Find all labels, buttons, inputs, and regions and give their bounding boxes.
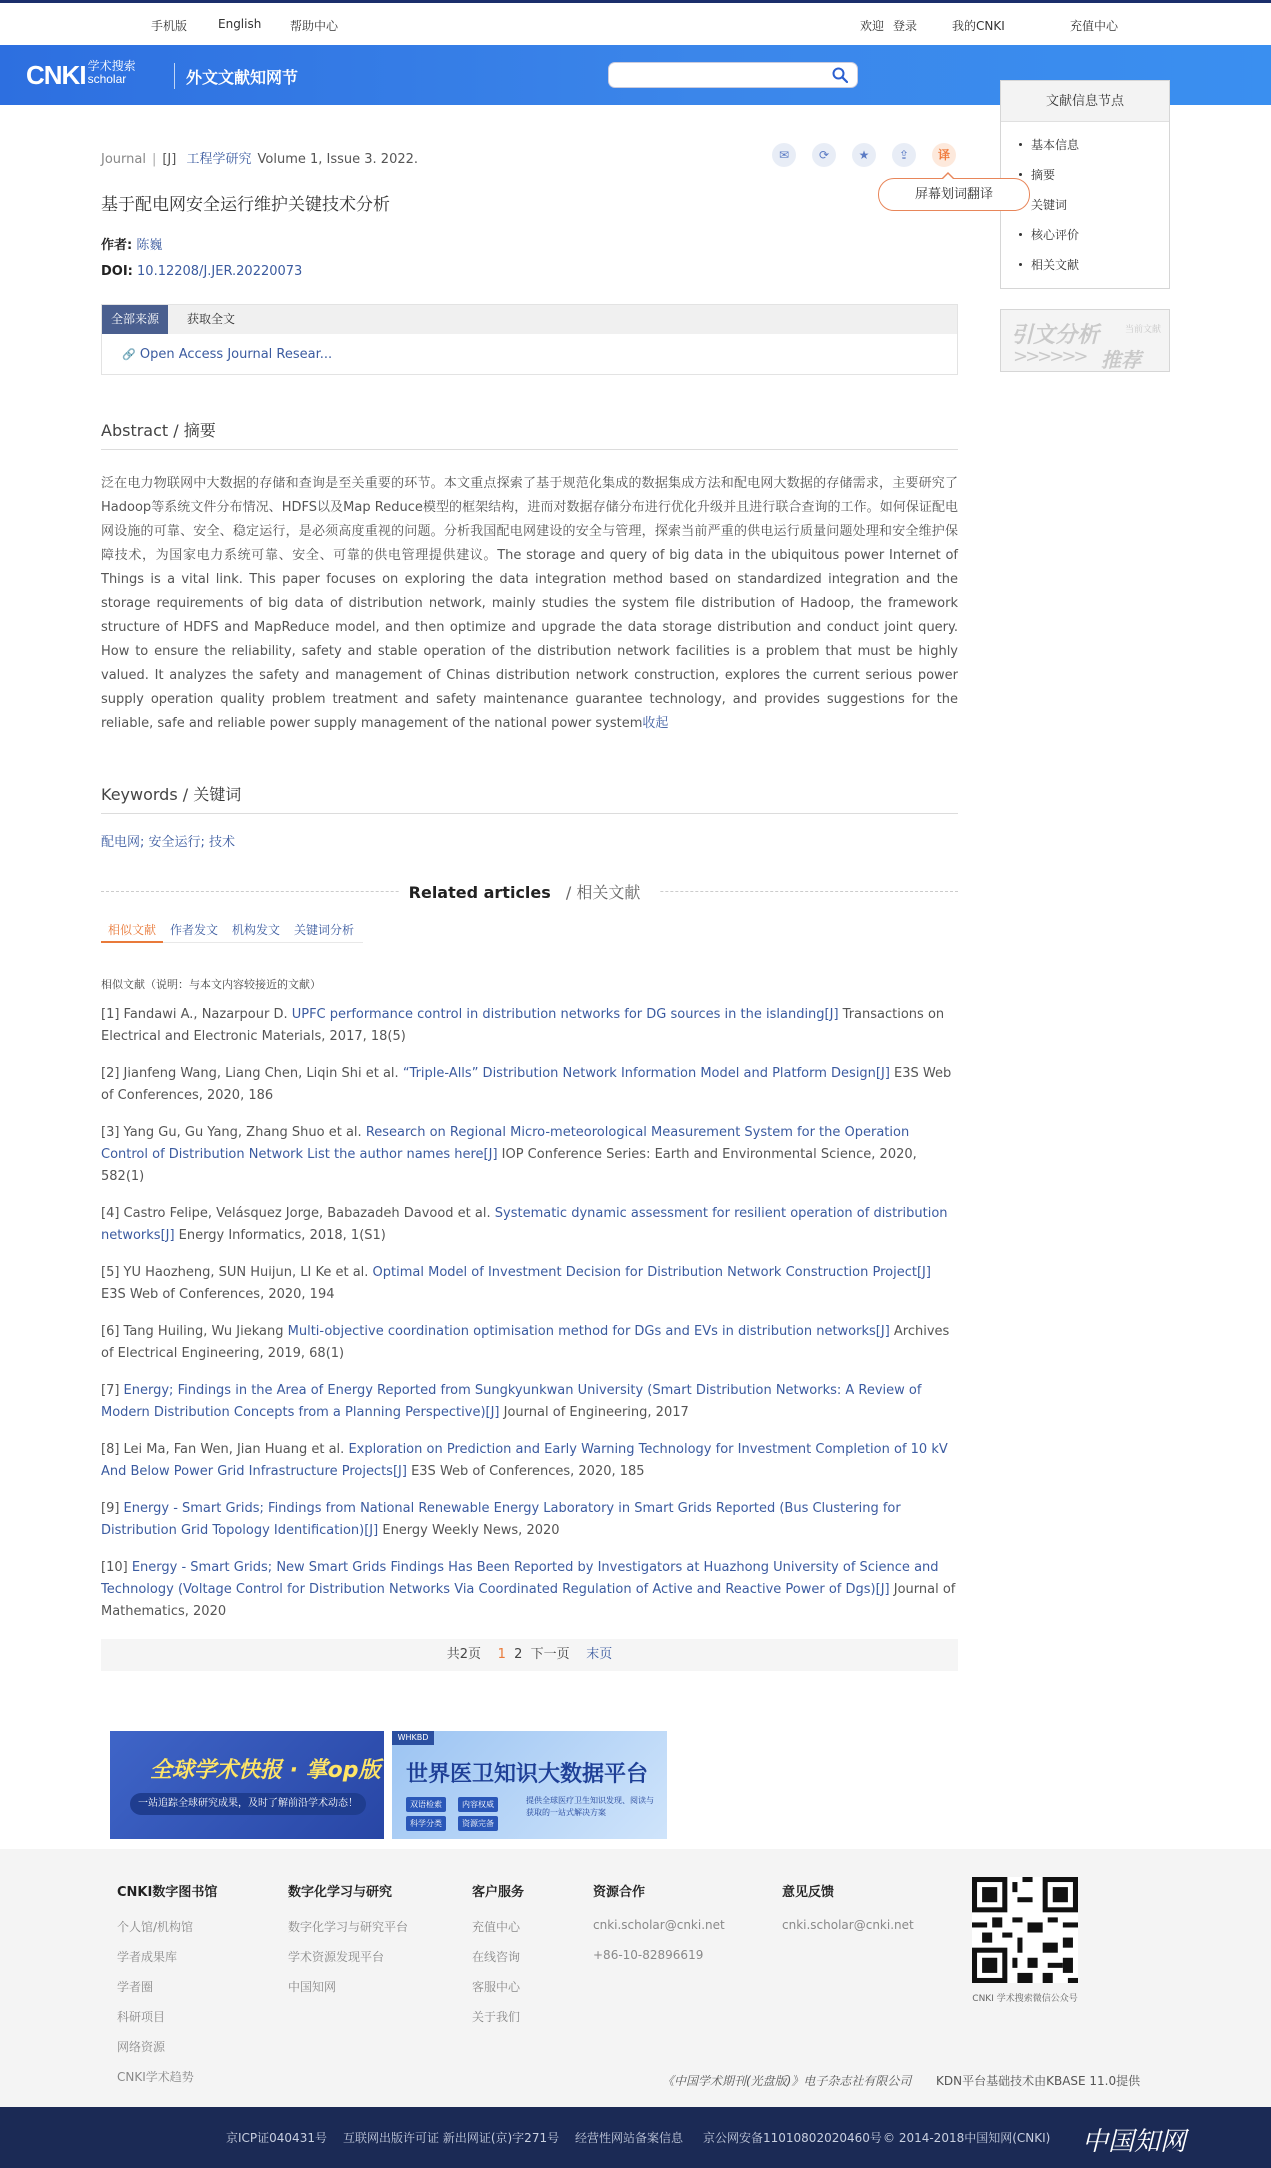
- footer-link[interactable]: 客服中心: [472, 1980, 521, 1994]
- list-item: [101, 1439, 958, 1498]
- ref-source: E3S Web of Conferences, 2020, 186: [101, 1066, 952, 1103]
- abstract-heading: [101, 418, 958, 450]
- translate-tooltip: 屏幕划词翻译: [878, 178, 1030, 211]
- page-total: 共2页: [446, 1647, 482, 1662]
- banner-title: 引文分析: [1011, 323, 1100, 348]
- ad1-title: 全球学术快报 · 掌op版: [150, 1758, 381, 1783]
- keywords-list[interactable]: 配电网; 安全运行; 技术: [101, 835, 236, 850]
- ref-authors: [8] Lei Ma, Fan Wen, Jian Huang et al.: [101, 1442, 349, 1457]
- footer-link[interactable]: 在线咨询: [472, 1950, 521, 1964]
- help-link[interactable]: 帮助中心: [290, 19, 339, 33]
- author-row: [101, 234, 162, 253]
- ad1-subtitle: 一站追踪全球研究成果，及时了解前沿学术动态！: [130, 1793, 366, 1815]
- list-item: [101, 1321, 958, 1380]
- abstract-body: 泛在电力物联网中大数据的存储和查询是至关重要的环节。本文重点探索了基于规范化集成的数据集成方法和配电网大数据的存储需求，主要研究了Hadoop等系统文件分布情况、HDFS以及Map Reduce模型的框架结构，进而对数据存储分布进行优化升级并且进行联合查询的工作。如何保证配电网设施的可靠、安全、稳定运行，是必须高度重视的问题。分析我国配电网建设的安全与管理，探索当前严重的供电运行质量问题处理和安全维护保障技术，为国家电力系统可靠、安全、可靠的供电管理提供建议。The storage and query of big data in the ubiquitous power Internet of Things is a vital link. This paper focuses on exploring the data integration method based on standardized integration and the storage requirements of big data of distribution network, mainly studies the system file distribution of Hadoop, the framework structure of HDFS and MapReduce model, and then optimize and upgrade the data storage distribution and conduct joint query. How to ensure the reliability, safety and stable operation of the distribution network facilities is a problem that must be highly valued. It analyzes the safety and management of Chinas distribution network construction, explores the current serious power supply operation quality problem treatment and safety maintenance guarantee technology, and provides suggestions for the reliable, safe and reliable power supply management of the national power system: [101, 476, 958, 731]
- ref-authors: [10]: [101, 1560, 132, 1575]
- author-label: 作者:: [101, 238, 133, 253]
- reference-list: [101, 1004, 958, 1638]
- ref-source: Energy Weekly News, 2020: [378, 1523, 560, 1538]
- ref-title-link[interactable]: Systematic dynamic assessment for resilient operation of distribution networks[J]: [101, 1206, 948, 1243]
- qr-caption: CNKI 学术搜索微信公众号: [972, 1994, 1078, 2004]
- favorite-icon[interactable]: ★: [852, 143, 876, 167]
- kdn-text: KDN平台基础技术由KBASE 11.0提供: [936, 2074, 1141, 2088]
- ref-title-link[interactable]: UPFC performance control in distribution networks for DG sources in the islanding[J]: [291, 1007, 839, 1022]
- ref-title-link[interactable]: Research on Regional Micro-meteorological Measurement System for the Operation Control of Distribution Network List the author names here[J]: [101, 1125, 910, 1162]
- cnki-brand-logo: 中国知网: [1082, 2127, 1187, 2157]
- ad2-desc: 提供全球医疗卫生知识发现、阅读与获取的一站式解决方案: [526, 1796, 654, 1817]
- ad2-pill: 科学分类: [406, 1816, 446, 1831]
- translate-icon[interactable]: 译: [932, 143, 956, 167]
- footer-col-library: [117, 1881, 217, 2098]
- keywords-heading: [101, 782, 958, 814]
- site-name: 外文文献知网节: [186, 68, 299, 87]
- top-nav-bar: [0, 0, 1271, 45]
- business-link[interactable]: 经营性网站备案信息: [575, 2131, 684, 2145]
- ref-title-link[interactable]: “Triple-Alls” Distribution Network Information Model and Platform Design[J]: [402, 1066, 890, 1081]
- similar-note: 相似文献（说明：与本文内容较接近的文献）: [101, 978, 321, 991]
- footer-link[interactable]: 学术资源发现平台: [288, 1950, 385, 1964]
- footer-link[interactable]: 关于我们: [472, 2010, 521, 2024]
- keywords-heading-en: Keywords /: [101, 785, 194, 804]
- ref-source: IOP Conference Series: Earth and Environmental Science, 2020, 582(1): [101, 1147, 917, 1184]
- legal-bar: [0, 2107, 1271, 2168]
- author-link[interactable]: 陈巍: [136, 238, 163, 253]
- pagination: [101, 1639, 958, 1671]
- search-icon[interactable]: [832, 67, 848, 83]
- ad2-title: 世界医卫知识大数据平台: [406, 1762, 649, 1787]
- footer-link[interactable]: 个人馆/机构馆: [117, 1920, 194, 1934]
- journal-link[interactable]: 工程学研究: [186, 152, 252, 167]
- list-item: [101, 1557, 958, 1638]
- banner-recommend: 推荐: [1101, 348, 1141, 372]
- mail-icon[interactable]: ✉: [772, 143, 796, 167]
- article-meta: [101, 148, 418, 167]
- nav-core-eval[interactable]: 核心评价: [1019, 226, 1169, 256]
- page-2[interactable]: 2: [514, 1647, 523, 1662]
- list-item: [101, 1380, 958, 1439]
- icp-link[interactable]: 京ICP证040431号: [226, 2131, 327, 2145]
- export-icon[interactable]: ⇪: [892, 143, 916, 167]
- tab-all-sources[interactable]: 全部来源: [102, 305, 168, 334]
- footer-link[interactable]: 学者圈: [117, 1980, 154, 1994]
- nav-basic-info[interactable]: 基本信息: [1019, 136, 1169, 166]
- ref-title-link[interactable]: Multi-objective coordination optimisation method for DGs and EVs in distribution networks[J]: [287, 1324, 890, 1339]
- tab-author-pubs[interactable]: 作者发文: [170, 923, 219, 937]
- my-cnki-link[interactable]: 我的CNKI: [952, 19, 1005, 33]
- tab-similar[interactable]: 相似文献: [108, 923, 157, 937]
- ref-authors: [2] Jianfeng Wang, Liang Chen, Liqin Shi et al.: [101, 1066, 403, 1081]
- footer-col-feedback: [782, 1881, 914, 1948]
- footer-phone: +86-10-82896619: [593, 1948, 704, 1962]
- ad2-tag: WHKBD: [392, 1731, 434, 1745]
- tab-get-fulltext[interactable]: 获取全文: [187, 312, 236, 326]
- login-link[interactable]: 登录: [893, 19, 918, 33]
- cnki-logo[interactable]: CNKI 学术搜索 scholar: [26, 59, 136, 90]
- list-item: [101, 1122, 958, 1203]
- ref-authors: [1] Fandawi A., Nazarpour D.: [101, 1007, 292, 1022]
- ref-source: Energy Informatics, 2018, 1(S1): [174, 1228, 386, 1243]
- footer-link[interactable]: CNKI学术趋势: [117, 2070, 194, 2084]
- open-access-link[interactable]: [122, 347, 332, 362]
- doc-tag: [J]: [162, 152, 177, 167]
- ref-authors: [7]: [101, 1383, 124, 1398]
- nav-related[interactable]: 相关文献: [1019, 256, 1169, 286]
- ref-source: Journal of Engineering, 2017: [499, 1405, 689, 1420]
- related-heading-zh: / 相关文献: [551, 883, 651, 902]
- footer-link[interactable]: 充值中心: [472, 1920, 521, 1934]
- footer-email[interactable]: cnki.scholar@cnki.net: [593, 1918, 725, 1932]
- footer-heading: 资源合作: [593, 1885, 646, 1900]
- last-page[interactable]: 末页: [586, 1647, 613, 1662]
- footer-heading: 数字化学习与研究: [288, 1885, 393, 1900]
- police-link[interactable]: 京公网安备11010802020460号: [703, 2131, 882, 2145]
- footer-heading: 客户服务: [472, 1885, 525, 1900]
- ref-source: E3S Web of Conferences, 2020, 194: [101, 1287, 335, 1302]
- footer-col-learning: [288, 1881, 408, 2008]
- link-icon: 🔗: [122, 348, 136, 361]
- ref-authors: [5] YU Haozheng, SUN Huijun, LI Ke et al.: [101, 1265, 373, 1280]
- ad2-pill: 资源完备: [458, 1816, 498, 1831]
- ref-authors: [6] Tang Huiling, Wu Jiekang: [101, 1324, 288, 1339]
- ref-title-link[interactable]: Energy - Smart Grids; Findings from National Renewable Energy Laboratory in Smart Grids Reported (Bus Clustering for Distribution Grid Topology Identification)[J]: [101, 1501, 901, 1538]
- license-link[interactable]: 互联网出版许可证 新出网证(京)字271号: [343, 2131, 560, 2145]
- active-tab-underline: [101, 941, 163, 943]
- publisher-text: 《中国学术期刊(光盘版)》电子杂志社有限公司: [662, 2074, 912, 2088]
- list-item: [101, 1203, 958, 1262]
- page-1[interactable]: 1: [497, 1647, 506, 1662]
- ref-source: Archives of Electrical Engineering, 2019, 68(1): [101, 1324, 950, 1361]
- footer-link[interactable]: 学者成果库: [117, 1950, 178, 1964]
- collapse-link[interactable]: 收起: [642, 716, 669, 731]
- list-item: [101, 1004, 958, 1063]
- tab-keyword-analysis[interactable]: 关键词分析: [294, 923, 355, 937]
- list-item: [101, 1063, 958, 1122]
- next-page[interactable]: 下一页: [530, 1647, 570, 1662]
- banner-arrows: >>>>>>: [1013, 346, 1086, 367]
- ref-authors: [9]: [101, 1501, 124, 1516]
- ad2-pill: 内容权威: [458, 1797, 498, 1812]
- mobile-link[interactable]: 手机版: [151, 19, 188, 33]
- nav-keywords[interactable]: 关键词: [1019, 196, 1169, 226]
- footer-link[interactable]: 网络资源: [117, 2040, 166, 2054]
- ref-authors: [4] Castro Felipe, Velásquez Jorge, Babazadeh Davood et al.: [101, 1206, 495, 1221]
- keywords-heading-zh: 关键词: [193, 785, 242, 804]
- volume-info: Volume 1, Issue 3. 2022.: [257, 152, 419, 167]
- related-heading-en: Related articles: [408, 883, 551, 902]
- oa-link-text: Open Access Journal Resear...: [139, 347, 333, 362]
- citation-analysis-banner[interactable]: [1000, 309, 1170, 372]
- nav-abstract[interactable]: 摘要: [1019, 166, 1169, 196]
- footer-heading: 意见反馈: [782, 1885, 835, 1900]
- ref-source: Journal of Mathematics, 2020: [101, 1582, 956, 1619]
- ref-title-link[interactable]: Energy - Smart Grids; New Smart Grids Findings Has Been Reported by Investigators at Huazhong University of Science and Technology (Voltage Control for Distribution Networks Via Coordinated Regulation of Active and Reactive Power of Dgs)[J]: [101, 1560, 939, 1597]
- ref-title-link[interactable]: Exploration on Prediction and Early Warning Technology for Investment Completion of 10 kV And Below Power Grid Infrastructure Projects[J]: [101, 1442, 948, 1479]
- ad2-pill: 双语检索: [406, 1797, 446, 1812]
- doc-type: Journal: [101, 152, 146, 167]
- meta-sep: |: [151, 152, 157, 167]
- abstract-heading-zh: 摘要: [183, 421, 216, 440]
- footer-link[interactable]: 科研项目: [117, 2010, 166, 2024]
- list-item: [101, 1262, 958, 1321]
- scholar-news-banner[interactable]: [110, 1731, 384, 1839]
- panel-title: 文献信息节点: [1001, 81, 1169, 122]
- list-item: [101, 1498, 958, 1557]
- recharge-link[interactable]: 充值中心: [1070, 19, 1119, 33]
- tab-institution-pubs[interactable]: 机构发文: [232, 923, 281, 937]
- logo-divider: [174, 63, 175, 89]
- copyright-text: © 2014-2018中国知网(CNKI): [883, 2131, 1051, 2145]
- search-input[interactable]: [608, 62, 858, 88]
- ref-title-link[interactable]: Optimal Model of Investment Decision for Distribution Network Construction Project[J]: [372, 1265, 931, 1280]
- abstract-heading-en: Abstract /: [101, 421, 184, 440]
- source-box: [101, 304, 958, 375]
- welcome-text: 欢迎: [860, 19, 885, 33]
- english-link[interactable]: English: [218, 17, 262, 31]
- site-footer: [0, 1849, 1271, 2107]
- doi-label: DOI:: [101, 264, 133, 279]
- footer-link[interactable]: 中国知网: [288, 1980, 337, 1994]
- medical-kb-banner[interactable]: [392, 1731, 667, 1839]
- ref-source: Transactions on Electrical and Electronic Materials, 2017, 18(5): [101, 1007, 945, 1044]
- ref-source: E3S Web of Conferences, 2020, 185: [406, 1464, 645, 1479]
- ref-authors: [3] Yang Gu, Gu Yang, Zhang Shuo et al.: [101, 1125, 366, 1140]
- footer-heading: CNKI数字图书馆: [117, 1885, 218, 1900]
- footer-col-cooperation: [593, 1881, 725, 1978]
- share-icon[interactable]: ⟳: [812, 143, 836, 167]
- footer-col-service: [472, 1881, 524, 2038]
- footer-email[interactable]: cnki.scholar@cnki.net: [782, 1918, 914, 1932]
- footer-link[interactable]: 数字化学习与研究平台: [288, 1920, 409, 1934]
- related-heading: [101, 880, 958, 902]
- doi-row: [101, 264, 302, 279]
- banner-small: 当前文献: [1125, 325, 1162, 335]
- qr-code-icon: [972, 1877, 1078, 1983]
- article-title: 基于配电网安全运行维护关键技术分析: [101, 195, 390, 215]
- ref-title-link[interactable]: Energy; Findings in the Area of Energy Reported from Sungkyunkwan University (Smart Distribution Networks: A Review of Modern Distribution Concepts from a Planning Perspective)[J]: [101, 1383, 922, 1420]
- related-tabs: [101, 915, 363, 943]
- abstract-text: [101, 472, 958, 736]
- source-tabs: [102, 305, 957, 334]
- doi-link[interactable]: 10.12208/J.JER.20220073: [137, 264, 303, 279]
